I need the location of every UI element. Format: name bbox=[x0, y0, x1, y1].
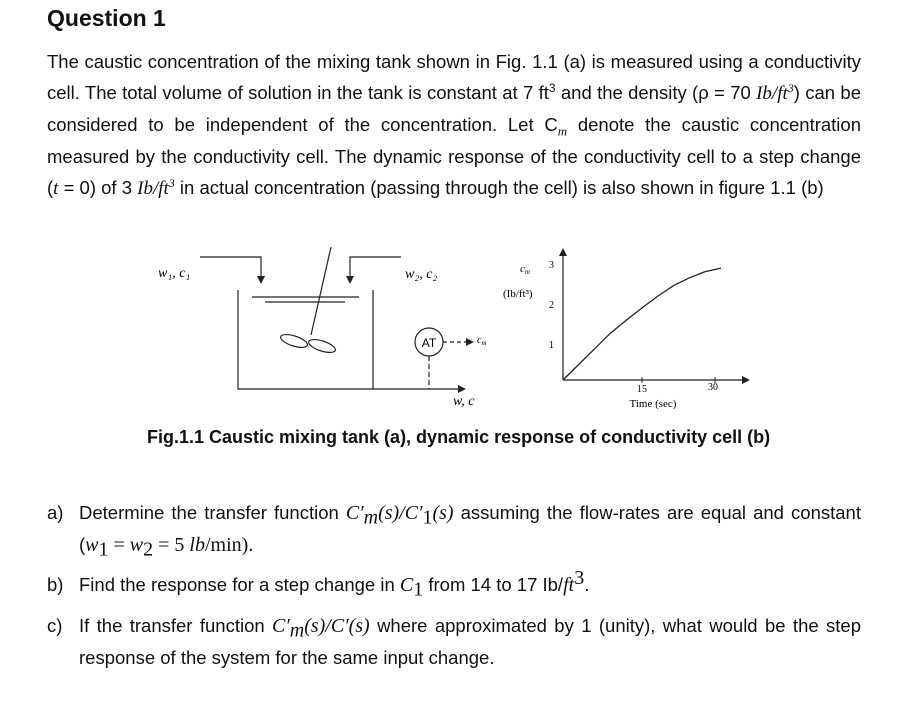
analyzer-label: AT bbox=[421, 336, 437, 350]
figure-1-1 bbox=[0, 240, 897, 420]
question-c: c) If the transfer function C′m(s)/C′(s) where approximated by 1 (unity), what would be the step response of the system for the same input change. bbox=[47, 610, 861, 673]
response-curve bbox=[563, 268, 721, 380]
analyzer-signal-label: $c_m$ bbox=[477, 335, 487, 347]
chart-x-axis-arrowhead bbox=[742, 376, 750, 384]
inlet-2-arrowhead bbox=[346, 276, 354, 284]
x-tick-label-30: 30 bbox=[708, 382, 718, 393]
outlet-label: w, c bbox=[453, 394, 475, 409]
tank-walls bbox=[238, 290, 373, 389]
question-a: a) Determine the transfer function C′m(s)/C′1(s) assuming the flow-rates are equal and constant (w1 = w2 = 5 lb/min). bbox=[47, 497, 861, 561]
inlet-1-label: w₁, c₁ bbox=[158, 266, 191, 281]
y-axis-symbol: cm bbox=[520, 263, 530, 276]
x-tick-label-15: 15 bbox=[637, 384, 647, 395]
y-axis-label: (Ib/ft³) bbox=[503, 288, 533, 300]
analyzer-signal-arrowhead bbox=[466, 338, 474, 346]
agitator-blade-left bbox=[279, 332, 309, 350]
inlet-2-pipe bbox=[350, 257, 401, 279]
y-tick-label-3: 3 bbox=[549, 260, 554, 271]
outlet-arrowhead bbox=[458, 385, 466, 393]
question-b-label: b) bbox=[47, 574, 64, 595]
y-tick-label-1: 1 bbox=[549, 340, 554, 351]
x-axis-label: Time (sec) bbox=[629, 398, 677, 410]
agitator-shaft bbox=[311, 247, 331, 335]
agitator-blade-right bbox=[307, 337, 337, 355]
question-c-label: c) bbox=[47, 615, 63, 636]
y-tick-label-2: 2 bbox=[549, 300, 554, 311]
intro-paragraph: The caustic concentration of the mixing tank shown in Fig. 1.1 (a) is measured using a conductivity cell. The total volume of solution in the tank is constant at 7 $ft^3$ and the density (ρ = 70 $Ib/ft^3$) can be considered to be independent of the concentration. Let $C_m$ denote the caustic concentration measured by the conductivity cell. The dynamic response of the conductivity cell to a step change (t = 0) of 3 $Ib/ft^3$ in actual concentration (passing through the cell) is also shown in figure 1.1 (b) bbox=[47, 51, 861, 199]
figure-caption: Fig.1.1 Caustic mixing tank (a), dynamic response of conductivity cell (b) bbox=[147, 427, 771, 447]
question-a-label: a) bbox=[47, 502, 64, 523]
inlet-1-arrowhead bbox=[257, 276, 265, 284]
inlet-1-pipe bbox=[200, 257, 261, 279]
chart-y-axis-arrowhead bbox=[559, 248, 567, 256]
question-heading: Question 1 bbox=[47, 5, 166, 31]
inlet-2-label: w₂, c₂ bbox=[405, 267, 438, 282]
question-list bbox=[47, 497, 861, 673]
question-b: b) Find the response for a step change in C1 from 14 to 17 Ib/ft3. bbox=[47, 566, 590, 601]
response-chart bbox=[503, 248, 750, 410]
